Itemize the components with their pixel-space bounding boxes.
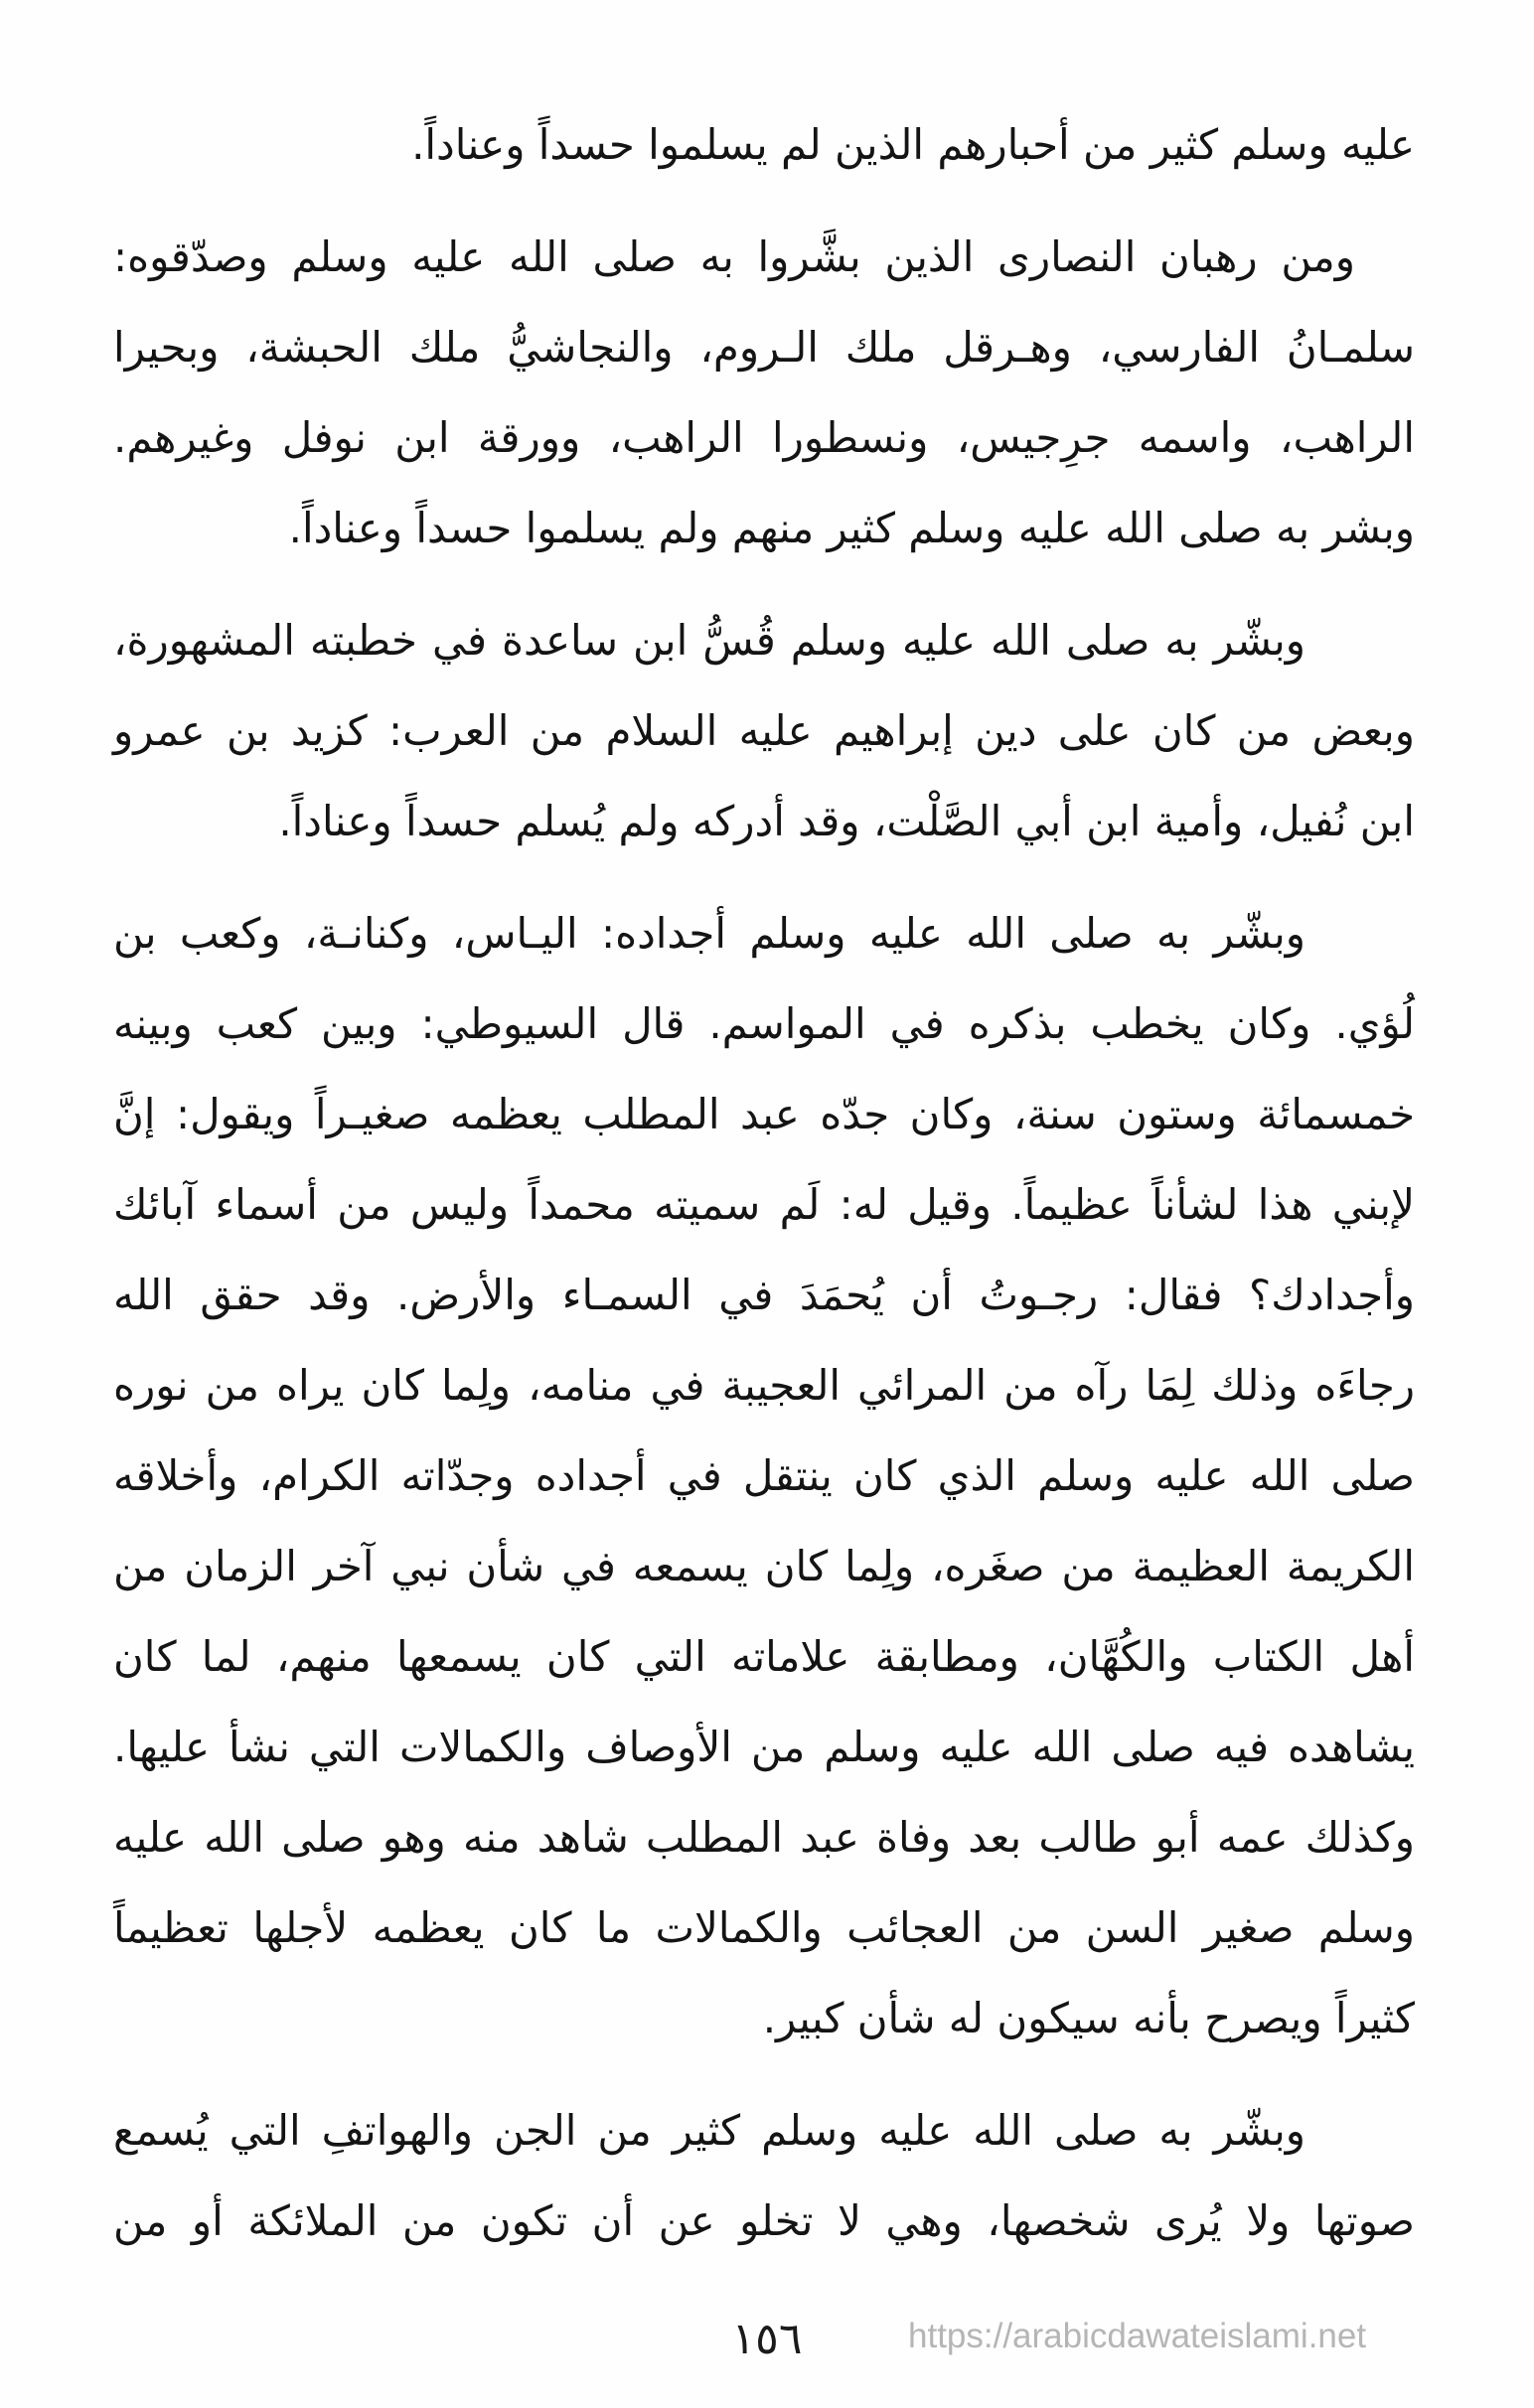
text-line <box>113 1069 1415 1159</box>
text-line <box>113 483 1415 573</box>
text-line <box>113 1792 1415 1882</box>
line-text: يشاهده فيه صلى الله عليه وسلم من الأوصاف والكمالات التي نشأ عليها. <box>113 1723 1415 1771</box>
text-line <box>113 1430 1415 1521</box>
line-text: كثيراً ويصرح بأنه سيكون له شأن كبير. <box>762 1994 1415 2042</box>
line-text: وكذلك عمه أبو طالب بعد وفاة عبد المطلب شاهد منه وهو صلى الله عليه <box>113 1813 1415 1862</box>
line-text: وبشّر به صلى الله عليه وسلم أجداده: اليـاس، وكنانـة، وكعب بن <box>113 909 1305 958</box>
line-text: وبشّر به صلى الله عليه وسلم قُسُّ ابن ساعدة في خطبته المشهورة، <box>113 616 1305 665</box>
text-line <box>113 1521 1415 1611</box>
text-line <box>113 1702 1415 1792</box>
text-line <box>113 1159 1415 1250</box>
line-text: وأجدادك؟ فقال: رجـوتُ أن يُحمَدَ في السمـاء والأرض. وقد حقق الله <box>113 1271 1415 1319</box>
line-text: خمسمائة وستون سنة، وكان جدّه عبد المطلب يعظمه صغيـراً ويقول: إنَّ <box>113 1090 1415 1138</box>
line-text: وسلم صغير السن من العجائب والكمالات ما كان يعظمه لأجلها تعظيماً <box>113 1903 1415 1952</box>
line-text: وبشّر به صلى الله عليه وسلم كثير من الجن والهواتفِ التي يُسمع <box>113 2106 1305 2155</box>
text-line <box>113 1973 1415 2063</box>
body-text <box>113 99 1415 2266</box>
text-line <box>113 302 1415 392</box>
text-line <box>113 595 1415 685</box>
line-text: وبعض من كان على دين إبراهيم عليه السلام من العرب: كزيد بن عمرو <box>113 706 1415 755</box>
text-line <box>113 776 1415 866</box>
line-text: رجاءَه وذلك لِمَا رآه من المرائي العجيبة في منامه، ولِما كان يراه من نوره <box>113 1361 1415 1410</box>
line-text: لُؤي. وكان يخطب بذكره في المواسم. قال السيوطي: وبين كعب وبينه <box>113 999 1415 1048</box>
paragraph <box>113 212 1415 573</box>
text-line <box>113 1250 1415 1340</box>
watermark-url: https://arabicdawateislami.net <box>908 2317 1367 2355</box>
text-line <box>113 2085 1415 2176</box>
paragraph <box>113 595 1415 866</box>
text-line <box>113 212 1415 302</box>
text-line <box>113 1882 1415 1973</box>
line-text: لإبني هذا لشأناً عظيماً. وقيل له: لَم سميته محمداً وليس من أسماء آبائك <box>113 1180 1415 1229</box>
line-text: صلى الله عليه وسلم الذي كان ينتقل في أجداده وجدّاته الكرام، وأخلاقه <box>113 1451 1415 1500</box>
paragraph <box>113 99 1415 190</box>
line-text: وبشر به صلى الله عليه وسلم كثير منهم ولم يسلموا حسداً وعناداً. <box>288 504 1415 552</box>
page-number: ١٥٦ <box>731 2314 803 2364</box>
line-text: عليه وسلم كثير من أحبارهم الذين لم يسلموا حسداً وعناداً. <box>411 120 1415 169</box>
text-line <box>113 1340 1415 1430</box>
text-line <box>113 2176 1415 2266</box>
line-text: صوتها ولا يُرى شخصها، وهي لا تخلو عن أن تكون من الملائكة أو من <box>113 2196 1415 2245</box>
paragraph <box>113 2085 1415 2266</box>
paragraph <box>113 888 1415 2063</box>
line-text: سلمـانُ الفارسي، وهـرقل ملك الـروم، والنجاشيُّ ملك الحبشة، وبحيرا <box>113 323 1415 372</box>
text-line <box>113 685 1415 776</box>
line-text: ابن نُفيل، وأمية ابن أبي الصَّلْت، وقد أدركه ولم يُسلم حسداً وعناداً. <box>278 797 1415 845</box>
text-line <box>113 392 1415 483</box>
text-line <box>113 978 1415 1069</box>
line-text: الراهب، واسمه جرِجيس، ونسطورا الراهب، وورقة ابن نوفل وغيرهم. <box>113 413 1415 462</box>
text-line <box>113 888 1415 978</box>
line-text: أهل الكتاب والكُهَّان، ومطابقة علاماته التي كان يسمعها منهم، لما كان <box>113 1632 1415 1681</box>
text-line <box>113 99 1415 190</box>
line-text: الكريمة العظيمة من صغَره، ولِما كان يسمعه في شأن نبي آخر الزمان من <box>113 1542 1415 1590</box>
text-line <box>113 1611 1415 1702</box>
line-text: ومن رهبان النصارى الذين بشَّروا به صلى الله عليه وسلم وصدّقوه: <box>113 232 1355 281</box>
